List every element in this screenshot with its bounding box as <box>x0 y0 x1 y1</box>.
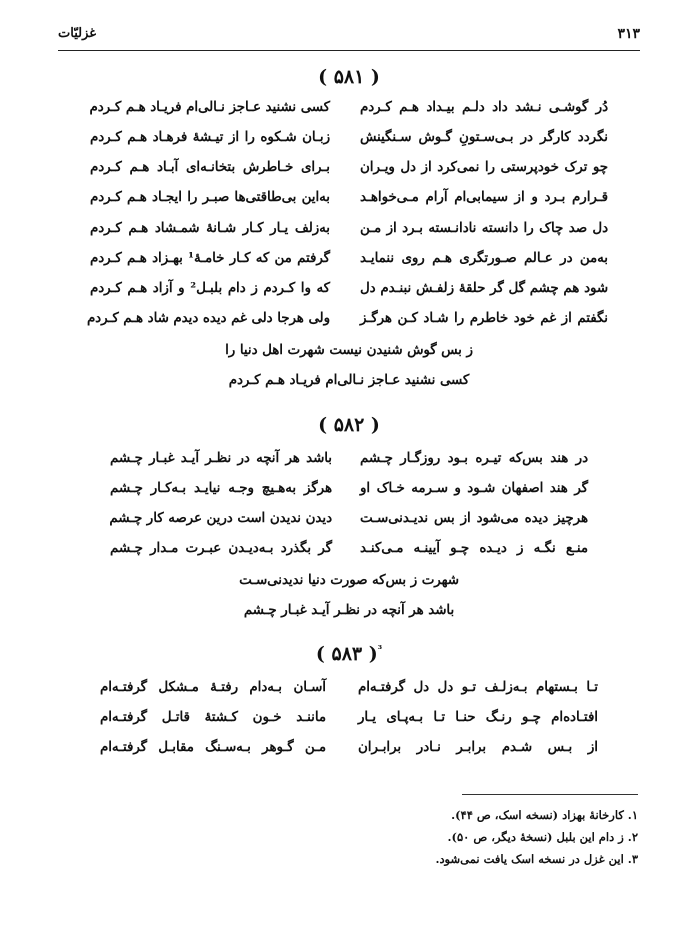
poem-number-581: ( ۵۸۱ ) <box>318 66 380 88</box>
hemistich-second: کسی نشنید عـاجز نـالی‌ام فریـاد هـم کـردم <box>89 100 330 115</box>
closing-couplet-line: باشد هر آنچه در نظـر آیـد غبـار چـشم <box>243 603 455 618</box>
couplet <box>110 508 588 530</box>
hemistich-first: گر هند اصفهان شـود و سـرمه خـاک او <box>360 481 588 496</box>
page-number: ۳۱۳ <box>617 26 640 42</box>
hemistich-second: ماننـد خـون کـشتهٔ قاتـل گرفتـه‌ام <box>100 710 326 725</box>
couplet <box>90 97 608 119</box>
poem-number-583: $^{^3}$( ۵۸۳ ) <box>315 643 383 665</box>
couplet <box>110 538 588 560</box>
couplet <box>100 707 598 729</box>
hemistich-first: نگردد کارگر در بـی‌سـتونِ گـوش سـنگینش <box>360 130 608 145</box>
couplet <box>110 448 588 470</box>
footnote: ۲. ز دام این بلبل (نسخهٔ دیگر، ص ۵۰). <box>447 830 638 844</box>
hemistich-second: گر بگذرد بـه‌دیـدن عبـرت مـدار چـشم <box>110 541 332 556</box>
couplet <box>90 278 608 300</box>
hemistich-first: تـا بـستهام بـه‌زلـف تـو دل دل گرفتـه‌ام <box>358 680 598 695</box>
couplet <box>110 478 588 500</box>
hemistich-first: شود هم چشم گل گر حلقهٔ زلفـش نبنـدم دل <box>360 281 608 296</box>
hemistich-first: افتـاده‌ام چـو رنـگ حنـا تـا بـه‌پـای یـار <box>358 710 598 725</box>
footnote-marker: ³ <box>377 644 383 656</box>
header-divider <box>58 50 640 51</box>
couplet <box>90 157 608 179</box>
couplet <box>90 218 608 240</box>
hemistich-first: از بـس شـدم برابـر نـادر برابـران <box>358 740 598 755</box>
hemistich-second: به‌این بی‌طاقتی‌ها صبـر را ایجـاد هـم کـردم <box>90 190 330 205</box>
couplet <box>90 187 608 209</box>
hemistich-second: آسـان بـه‌دام رفتـهٔ مـشکل گرفتـه‌ام <box>100 680 326 695</box>
hemistich-first: هرچیز دیده می‌شود از بس ندیـدنی‌سـت <box>360 511 588 526</box>
hemistich-first: دل صد چاک را دانسته نادانـسته بـرد از مـن <box>360 221 608 236</box>
section-title: غزلیّات <box>58 26 97 41</box>
hemistich-first: نگفتم از غم خود خاطرم را شـاد کـن هرگـز <box>360 311 608 326</box>
couplet <box>86 308 608 330</box>
footnote: ۳. این غزل در نسخه اسک یافت نمی‌شود. <box>435 852 638 866</box>
closing-couplet-line: شهرت ز بس‌که صورت دنیا ندیدنی‌سـت <box>239 573 459 588</box>
couplet <box>90 127 608 149</box>
poem-number-582: ( ۵۸۲ ) <box>318 414 380 436</box>
page-header <box>58 20 640 50</box>
hemistich-second: ولی هرجا دلی غم دیده دیدم شاد هـم کـردم <box>86 311 330 326</box>
hemistich-first: در هند بس‌که تیـره بـود روزگـار چـشم <box>360 451 588 466</box>
hemistich-second: بـرای خـاطرش بتخانـه‌ای آبـاد هـم کـردم <box>90 160 330 175</box>
footnote-divider <box>462 794 638 795</box>
couplet <box>100 737 598 759</box>
hemistich-second: مـن گـوهر بـه‌سـنگ مقابـل گرفتـه‌ام <box>100 740 326 755</box>
hemistich-first: قـرارم بـرد و از سیمابی‌ام آرام مـی‌خواهـد <box>360 190 608 205</box>
hemistich-second: به‌زلف یـار کـار شـانهٔ شمـشاد هـم کـردم <box>90 221 330 236</box>
hemistich-second: گرفتم من که کـار خامـهٔ¹ بهـزاد هـم کـردم <box>90 251 330 266</box>
hemistich-second: که وا کـردم ز دام بلبـل² و آزاد هـم کـردم <box>90 281 330 296</box>
hemistich-second: هرگز به‌هـیچ وجـه نیایـد بـه‌کـار چـشم <box>110 481 332 496</box>
hemistich-first: منـع نگـه ز دیـده چـو آیینـه مـی‌کنـد <box>360 541 588 556</box>
couplet <box>90 248 608 270</box>
hemistich-second: باشد هر آنچه در نظـر آیـد غبـار چـشم <box>110 451 332 466</box>
hemistich-second: زبـان شـکوه را از تیـشهٔ فرهـاد هـم کـردم <box>90 130 330 145</box>
hemistich-first: به‌من در عـالم صـورتگری هـم روی ننمایـد <box>360 251 608 266</box>
closing-couplet-line: کسی نشنید عـاجز نـالی‌ام فریـاد هـم کـردم <box>228 373 470 388</box>
couplet <box>100 677 598 699</box>
hemistich-first: دُر گوشـی نـشد داد دلـم بیـداد هـم کـردم <box>360 100 608 115</box>
footnote: ۱. کارخانهٔ بهزاد (نسخه اسک، ص ۴۴). <box>451 808 638 822</box>
hemistich-second: دیدن ندیدن است درین عرصه کار چـشم <box>109 511 332 526</box>
closing-couplet-line: ز بس گوش شنیدن نیست شهرت اهل دنیا را <box>225 343 473 358</box>
hemistich-first: چو ترک خودپرستی را نمی‌کرد از دل ویـران <box>360 160 608 175</box>
